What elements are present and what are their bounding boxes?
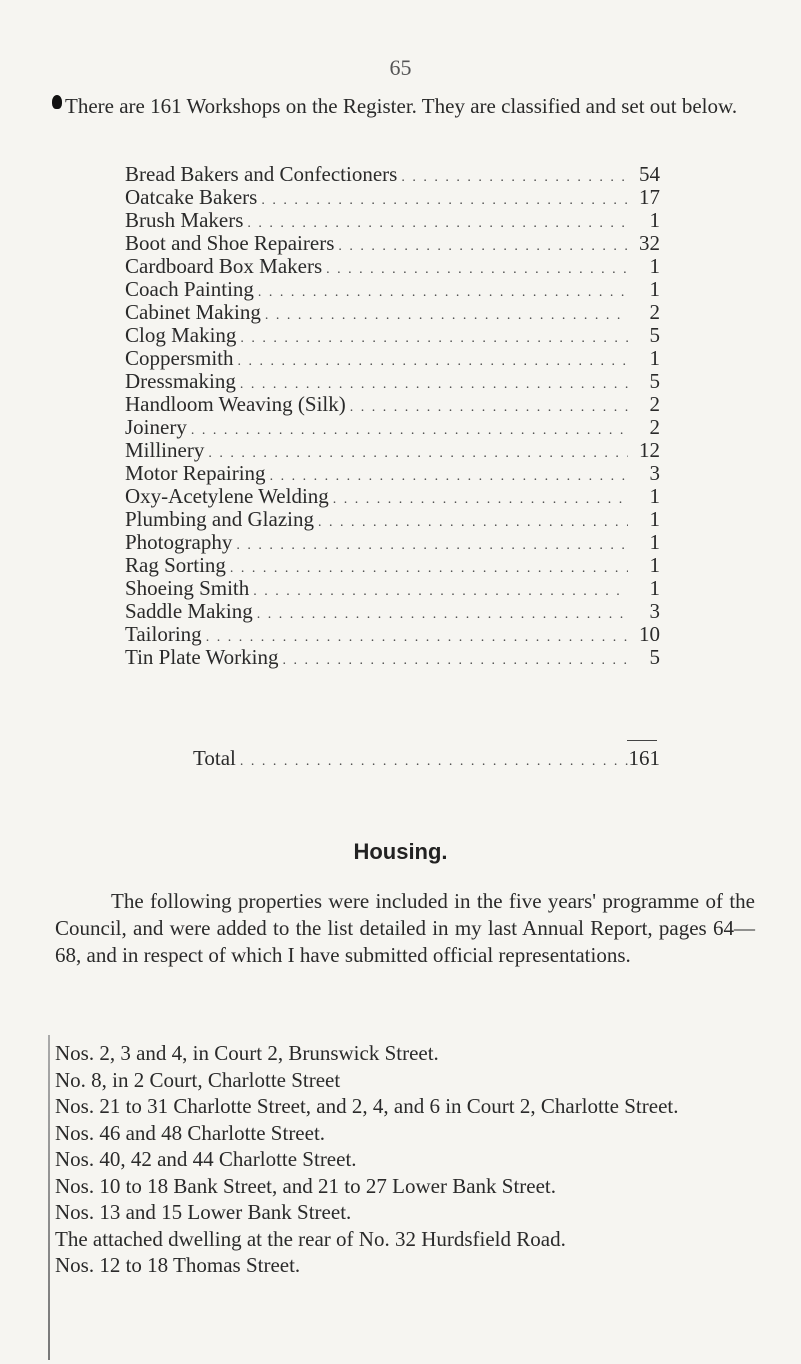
property-item: Nos. 2, 3 and 4, in Court 2, Brunswick Street.	[55, 1041, 439, 1065]
leader-dots	[253, 580, 628, 603]
workshop-count: 54	[639, 162, 660, 186]
workshop-row	[125, 577, 660, 600]
leader-dots	[230, 557, 628, 580]
workshop-row	[125, 370, 660, 393]
workshop-trade: Cabinet Making	[125, 300, 261, 324]
workshop-row	[125, 600, 660, 623]
workshop-trade: Cardboard Box Makers	[125, 254, 323, 278]
workshop-count: 1	[649, 346, 660, 370]
workshop-count: 1	[649, 553, 660, 577]
workshop-row	[125, 278, 660, 301]
property-item: Nos. 10 to 18 Bank Street, and 21 to 27 Lower Bank Street.	[55, 1173, 557, 1198]
workshop-trade: Boot and Shoe Repairers	[125, 231, 335, 255]
workshop-row	[125, 531, 660, 554]
leader-dots	[265, 304, 628, 327]
workshop-trade: Handloom Weaving (Silk)	[125, 392, 346, 416]
workshop-trade: Brush Makers	[125, 208, 244, 232]
workshop-count: 1	[649, 484, 660, 508]
workshop-count: 1	[649, 530, 660, 554]
workshop-trade: Tin Plate Working	[125, 645, 279, 669]
workshop-trade: Plumbing and Glazing	[125, 507, 314, 531]
workshop-count: 32	[639, 231, 660, 255]
leader-dots	[318, 511, 628, 534]
margin-line	[48, 1035, 50, 1360]
property-item: Nos. 21 to 31 Charlotte Street, and 2, 4, and 6 in Court 2, Charlotte Street.	[55, 1094, 679, 1118]
workshop-row	[125, 163, 660, 186]
workshop-row	[125, 324, 660, 347]
workshop-trade: Coach Painting	[125, 277, 254, 301]
intro-paragraph: There are 161 Workshops on the Register. They are classified and set out below.	[65, 94, 738, 118]
workshop-count: 2	[649, 415, 660, 439]
workshop-count: 1	[649, 277, 660, 301]
workshop-row	[125, 186, 660, 209]
workshop-row	[125, 301, 660, 324]
workshop-trade: Clog Making	[125, 323, 237, 347]
leader-dots	[283, 649, 628, 672]
total-row	[193, 747, 660, 770]
housing-heading: Housing.	[353, 839, 448, 864]
workshop-row	[125, 485, 660, 508]
workshop-count: 1	[649, 208, 660, 232]
leader-dots	[258, 281, 628, 304]
workshop-row	[125, 439, 660, 462]
workshop-trade: Motor Repairing	[125, 461, 266, 485]
workshop-row	[125, 209, 660, 232]
workshop-trade: Shoeing Smith	[125, 576, 250, 600]
property-item: No. 8, in 2 Court, Charlotte Street	[55, 1067, 341, 1092]
workshop-row	[125, 255, 660, 278]
property-item: The attached dwelling at the rear of No. 32 Hurdsfield Road.	[55, 1226, 566, 1251]
workshop-count: 5	[649, 645, 660, 669]
workshop-trade: Photography	[125, 530, 233, 554]
workshop-count: 10	[639, 622, 660, 646]
workshop-trade: Rag Sorting	[125, 553, 226, 577]
workshop-count: 17	[639, 185, 660, 209]
workshop-count: 5	[649, 369, 660, 393]
leader-dots	[401, 166, 628, 189]
workshop-row	[125, 347, 660, 370]
workshop-count: 2	[649, 392, 660, 416]
leader-dots	[333, 488, 628, 511]
leader-dots	[208, 442, 628, 465]
leader-dots	[338, 235, 628, 258]
workshop-trade: Saddle Making	[125, 599, 253, 623]
total-label: Total	[193, 746, 236, 770]
leader-dots	[350, 396, 628, 419]
total-value: 161	[628, 746, 660, 770]
leader-dots	[236, 534, 628, 557]
property-item: Nos. 46 and 48 Charlotte Street.	[55, 1120, 326, 1145]
workshop-trade: Dressmaking	[125, 369, 236, 393]
workshop-trade: Oatcake Bakers	[125, 185, 258, 209]
page-number: 65	[389, 55, 412, 80]
leader-dots	[191, 419, 628, 442]
property-list	[55, 1040, 765, 1279]
workshop-trade: Tailoring	[125, 622, 202, 646]
workshop-count: 12	[639, 438, 660, 462]
leader-dots	[257, 603, 628, 626]
leader-dots	[238, 350, 629, 373]
workshop-row	[125, 416, 660, 439]
leader-dots	[240, 750, 628, 773]
workshop-trade: Coppersmith	[125, 346, 234, 370]
workshop-row	[125, 232, 660, 255]
workshop-row	[125, 508, 660, 531]
workshop-trade: Joinery	[125, 415, 187, 439]
property-item: Nos. 12 to 18 Thomas Street.	[55, 1253, 301, 1277]
leader-dots	[326, 258, 628, 281]
workshop-row	[125, 623, 660, 646]
housing-paragraph: The following properties were included in the five years' programme of the Council, and were added to the list detailed in my last Annual Report, pages 64—68, and in respect of which I have submitted official representations.	[55, 889, 755, 967]
workshop-count: 1	[649, 507, 660, 531]
property-item: Nos. 13 and 15 Lower Bank Street.	[55, 1200, 352, 1224]
workshop-row	[125, 462, 660, 485]
workshop-trade: Millinery	[125, 438, 205, 462]
workshop-trade: Oxy-Acetylene Welding	[125, 484, 329, 508]
workshop-count: 2	[649, 300, 660, 324]
workshop-count: 5	[649, 323, 660, 347]
total-rule	[627, 740, 657, 741]
workshop-row	[125, 646, 660, 669]
leader-dots	[240, 327, 628, 350]
workshop-count: 3	[649, 461, 660, 485]
property-item: Nos. 40, 42 and 44 Charlotte Street.	[55, 1147, 357, 1171]
workshop-count: 1	[649, 254, 660, 278]
workshop-count: 3	[649, 599, 660, 623]
leader-dots	[261, 189, 628, 212]
workshop-count: 1	[649, 576, 660, 600]
workshop-table	[125, 163, 660, 669]
workshop-row	[125, 554, 660, 577]
workshop-trade: Bread Bakers and Confectioners	[125, 162, 398, 186]
workshop-row	[125, 393, 660, 416]
